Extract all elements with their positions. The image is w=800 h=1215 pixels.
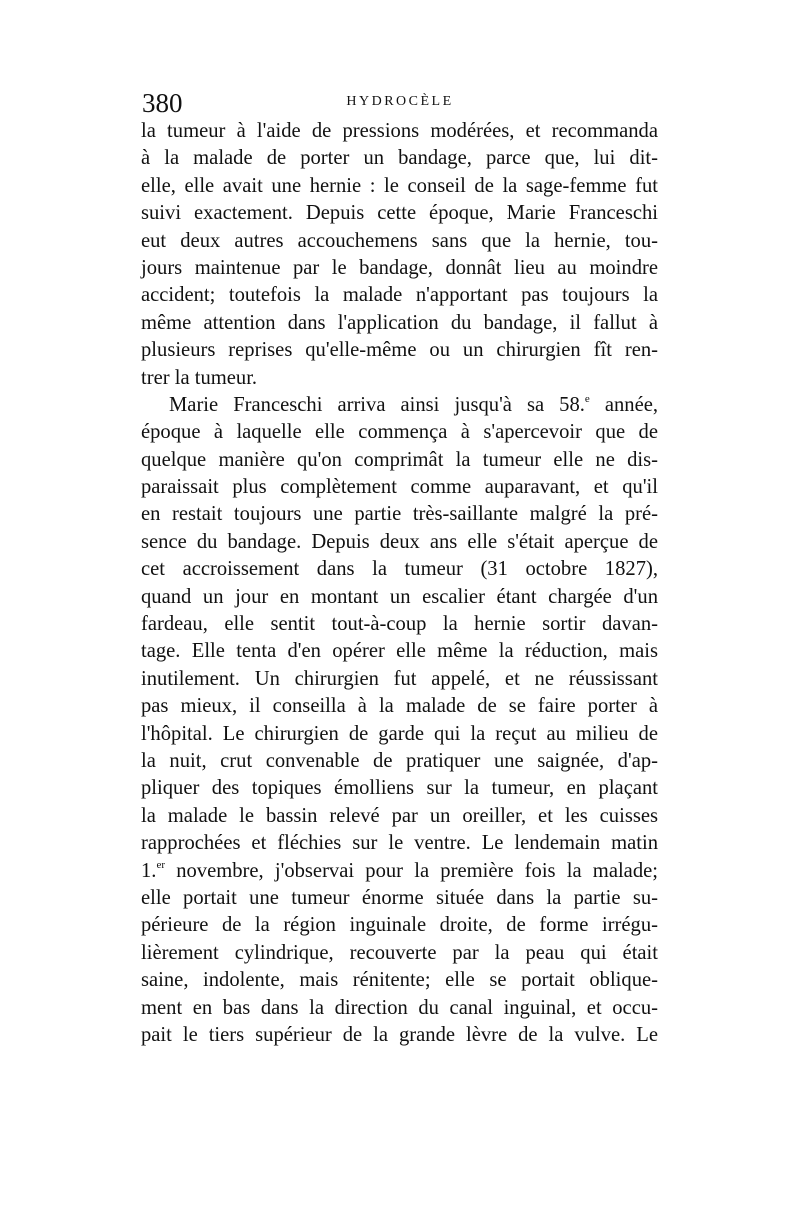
text-line: suivi exactement. Depuis cette époque, Marie Franceschi — [141, 202, 658, 225]
text-line: la malade le bassin relevé par un oreiller, et les cuisses — [141, 804, 658, 827]
text-line: fardeau, elle sentit tout-à-coup la hernie sortir davan- — [141, 613, 658, 636]
text-line — [141, 858, 658, 885]
text-fragment: novembre, j'observai pour la première fois la malade; — [165, 859, 658, 882]
text-line: jours maintenue par le bandage, donnât lieu au moindre — [141, 256, 658, 279]
superscript: e — [584, 392, 590, 405]
text-line: pas mieux, il conseilla à la malade de se faire porter à — [141, 695, 658, 718]
text-line: eut deux autres accouchemens sans que la hernie, tou- — [141, 229, 658, 252]
text-line: lièrement cylindrique, recouverte par la peau qui était — [141, 941, 658, 964]
text-line: même attention dans l'application du bandage, il fallut à — [141, 311, 658, 334]
text-line — [141, 392, 658, 419]
text-line: accident; toutefois la malade n'apportant pas toujours la — [141, 284, 658, 307]
text-line: tage. Elle tenta d'en opérer elle même la réduction, mais — [141, 640, 658, 663]
text-line: ment en bas dans la direction du canal inguinal, et occu- — [141, 996, 658, 1019]
text-line: cet accroissement dans la tumeur (31 octobre 1827), — [141, 558, 658, 581]
running-title: HYDROCÈLE — [346, 94, 454, 109]
text-line: périeure de la région inguinale droite, de forme irrégu- — [141, 914, 658, 937]
text-line: paraissait plus complètement comme auparavant, et qu'il — [141, 476, 658, 499]
text-line: trer la tumeur. — [141, 366, 258, 389]
text-line: pliquer des topiques émolliens sur la tumeur, en plaçant — [141, 777, 658, 800]
text-line: l'hôpital. Le chirurgien de garde qui la reçut au milieu de — [141, 722, 658, 745]
text-line: la tumeur à l'aide de pressions modérées, et recommanda — [141, 120, 658, 142]
text-line: elle portait une tumeur énorme située dans la partie su- — [141, 886, 658, 909]
text-fragment: Marie Franceschi arriva ainsi jusqu'à sa 58. — [169, 393, 585, 416]
text-line: plusieurs reprises qu'elle-même ou un chirurgien fît ren- — [141, 339, 658, 362]
text-line: inutilement. Un chirurgien fut appelé, et ne réussissant — [141, 667, 658, 690]
text-line: elle, elle avait une hernie : le conseil de la sage-femme fut — [141, 174, 658, 197]
text-fragment: 1. — [141, 859, 157, 882]
text-line: sence du bandage. Depuis deux ans elle s'était aperçue de — [141, 530, 658, 553]
page-number: 380 — [142, 88, 183, 118]
text-fragment: année, — [589, 393, 658, 416]
text-line: la nuit, crut convenable de pratiquer une saignée, d'ap- — [141, 749, 658, 772]
text-line: pait le tiers supérieur de la grande lèvre de la vulve. Le — [141, 1023, 658, 1046]
text-line: en restait toujours une partie très-saillante malgré la pré- — [141, 503, 658, 526]
text-line: rapprochées et fléchies sur le ventre. Le lendemain matin — [141, 832, 658, 855]
text-line: saine, indolente, mais rénitente; elle se portait oblique- — [141, 969, 658, 992]
body-text — [141, 118, 658, 1049]
text-line: à la malade de porter un bandage, parce que, lui dit- — [141, 147, 658, 170]
text-line: quand un jour en montant un escalier étant chargée d'un — [141, 585, 658, 608]
text-line: quelque manière qu'on comprimât la tumeur elle ne dis- — [141, 448, 658, 471]
superscript: er — [156, 858, 165, 871]
text-line: époque à laquelle elle commença à s'apercevoir que de — [141, 421, 658, 444]
